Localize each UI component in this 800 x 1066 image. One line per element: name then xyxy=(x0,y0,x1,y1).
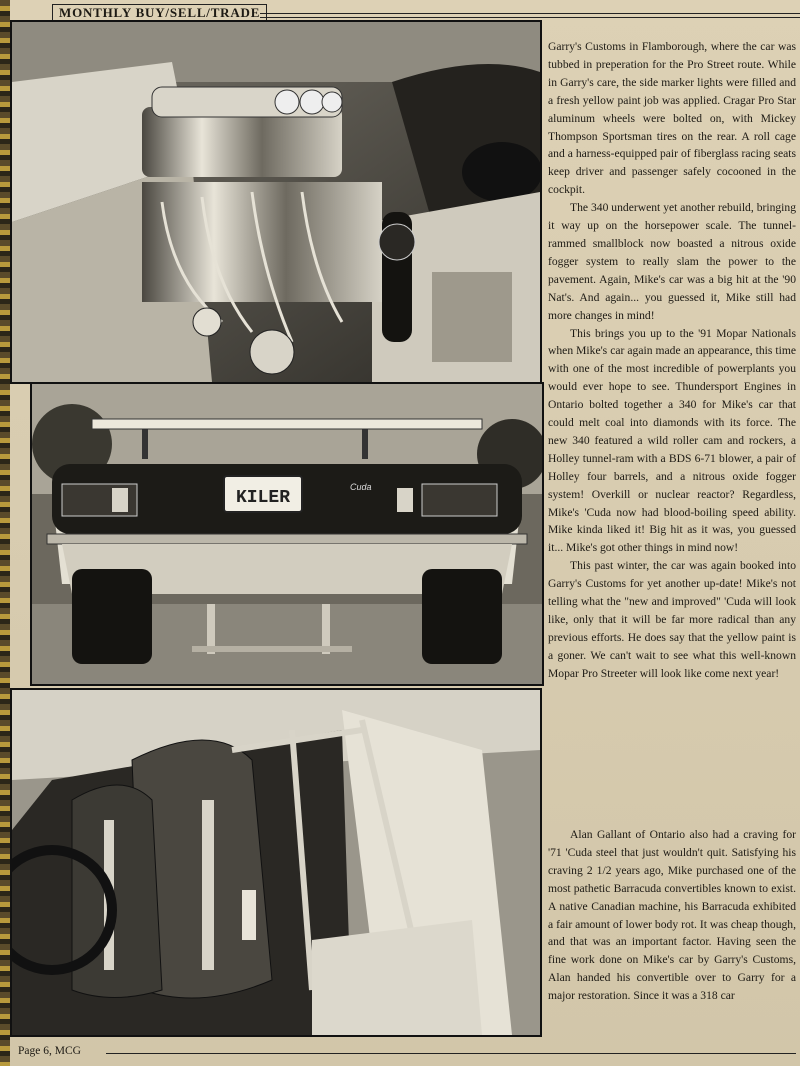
rear-view-photo xyxy=(30,382,544,686)
section-header: MONTHLY BUY/SELL/TRADE xyxy=(52,4,267,21)
article-paragraph: Garry's Customs in Flamborough, where the car was tubbed in preperation for the Pro Street route. While in Garry's care, the side marker lights were filled and a fresh yellow paint job was applied. Cragar Pro Star aluminum wheels were bolted on, with Mickey Thompson Sportsman tires on the rear. A roll cage and a harness-equipped pair of fiberglass racing seats keep driver and passenger safely cocooned in the cockpit. xyxy=(548,40,796,197)
header-rule xyxy=(260,13,800,14)
engine-photo xyxy=(10,20,542,384)
article-column-bottom xyxy=(548,826,796,1005)
page-edge-strip xyxy=(0,0,10,1066)
article-paragraph: Alan Gallant of Ontario also had a craving for '71 'Cuda steel that just wouldn't quit. Satisfying his craving 2 1/2 years ago, Mike purchased one of the most pathetic Barracuda convertibles known to exist. A native Canadian machine, his Barracuda exhibited a fair amount of lower body rot. It was cheap though, and that was an important factor. Having seen the fine work done on Mike's car by Garry's Customs, Alan handed his convertible over to Garry for a major restoration. Since it was a 318 car xyxy=(548,828,796,1003)
header-rule-thin xyxy=(260,17,800,18)
interior-photo xyxy=(10,688,542,1037)
article-paragraph: This brings you up to the '91 Mopar Nationals when Mike's car again made an appearance, this time with one of the most incredible of powerplants you would ever hope to see. Thundersport Engines in Ontario bolted together a 340 for Mike's car that could melt coal into diamonds with its force. The new 340 featured a wild roller cam and rockers, a Holley tunnel-ram with a BDS 6-71 blower, a pair of Holley four barrels, and a nitrous oxide fogger system! Overkill or nuclear reactor? Regardless, Mike's 'Cuda now had blood-boiling speed ability. Mike kinda liked it! Big hit as it was, you guessed it... Mike's got other things in mind now! xyxy=(548,326,796,555)
article-paragraph: The 340 underwent yet another rebuild, bringing it way up on the horsepower scale. The tunnel-rammed smallblock now boasted a nitrous oxide fogger system to really slam the power to the pavement. Again, Mike's car was a big hit at the '90 Nat's. And again... you guessed it, Mike still had more changes in mind! xyxy=(548,201,796,322)
footer-rule xyxy=(106,1053,796,1054)
license-plate: KILER xyxy=(235,488,291,508)
article-column-top xyxy=(548,38,796,683)
article-paragraph: This past winter, the car was again booked into Garry's Customs for yet another up-date! Mike's not telling what the "new and improved" 'Cuda will look like, only that it will be far more radical than any previous efforts. He does say that the yellow paint is a goner. We can't wait to see what this well-known Mopar Pro Streeter will look like come next year! xyxy=(548,559,796,680)
page-number: Page 6, MCG xyxy=(18,1045,81,1057)
cuda-badge: Cuda xyxy=(350,482,372,492)
